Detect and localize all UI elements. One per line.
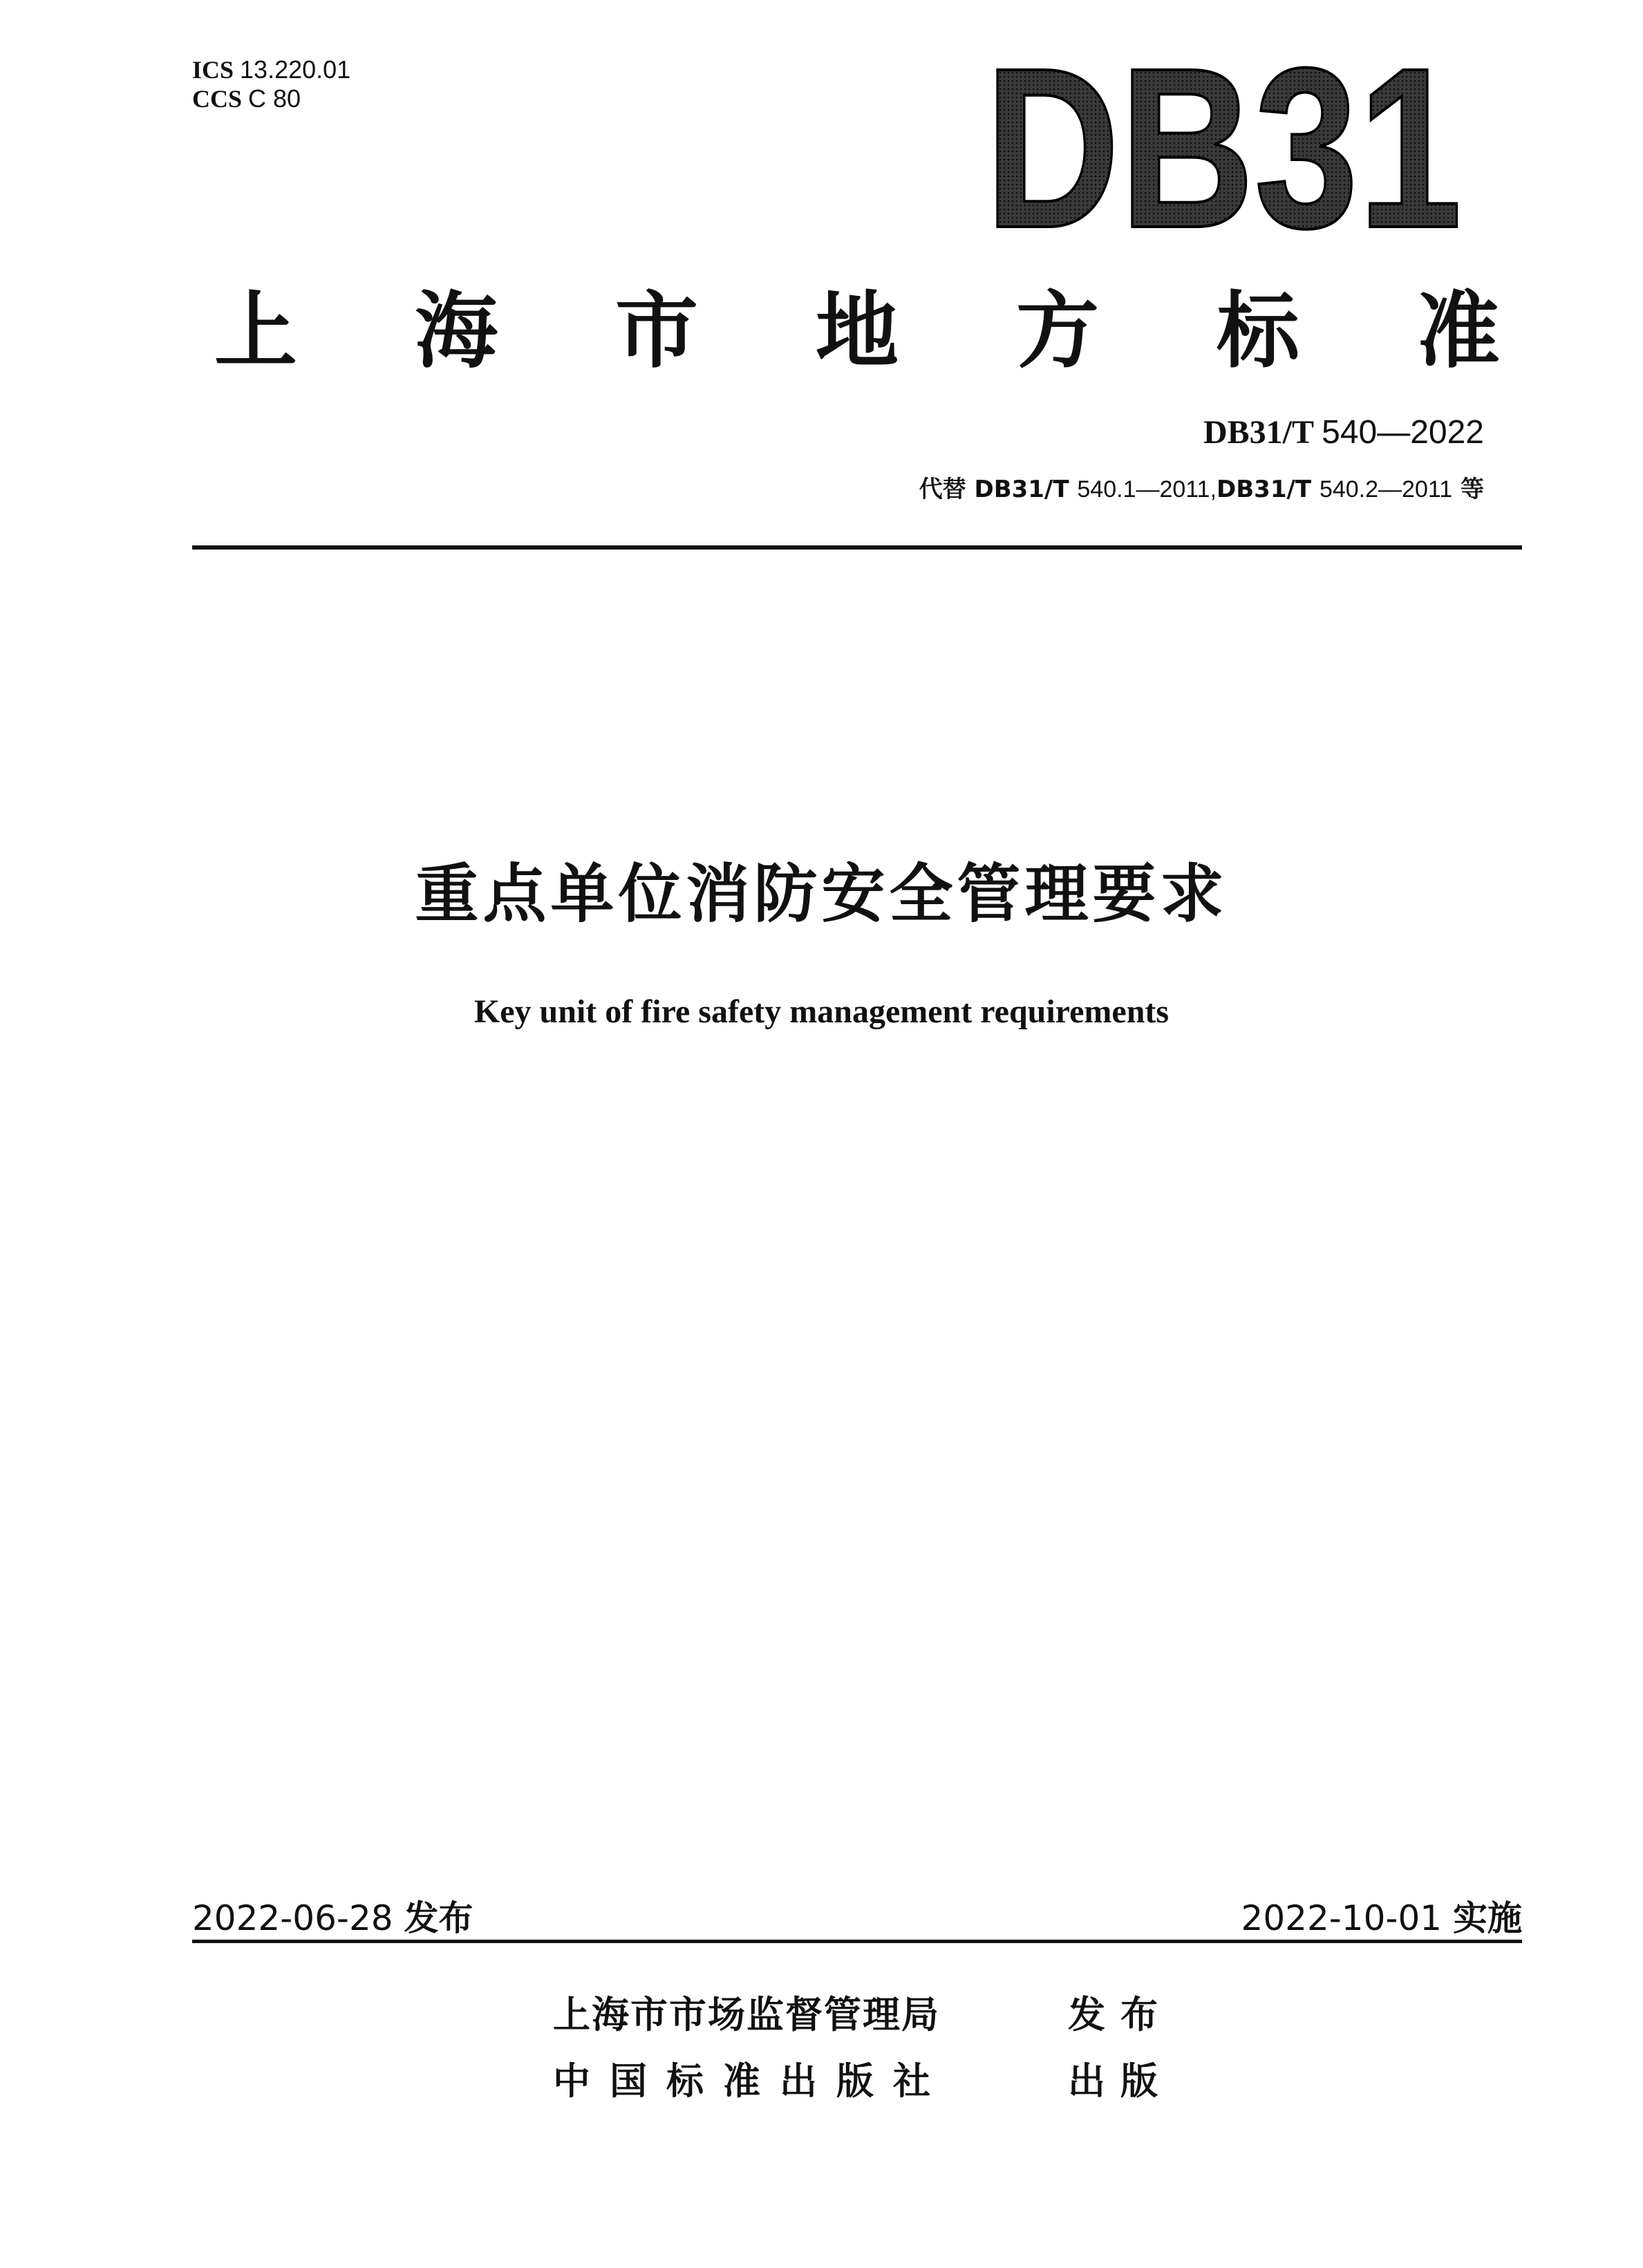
category-char-7: 准 [1417,283,1500,379]
logo-text: DB31 [985,20,1462,275]
publisher-press: 中国标准出版社 [553,2059,950,2103]
category-char-1: 上 [214,283,297,379]
replaces-line: 代替 DB31/T 540.1—2011,DB31/T 540.2—2011 等 [919,476,1484,503]
db31-logo [982,20,1465,275]
publisher-authority: 上海市市场监督管理局 [553,1993,940,2036]
standard-number: DB31/T 540—2022 [1203,414,1484,451]
document-title-english: Key unit of fire safety management requirements [473,993,1170,1030]
classification-codes [192,55,350,113]
ccs-code: CCS C 80 [192,84,301,113]
footer-divider [192,1940,1522,1943]
category-char-2: 海 [415,283,498,379]
ics-code: ICS 13.220.01 [192,55,351,84]
effective-date: 2022-10-01 实施 [1241,1898,1522,1938]
header-divider [192,545,1522,550]
publisher-action: 发布 [1068,1993,1173,2036]
press-action: 出版 [1068,2059,1173,2103]
category-char-5: 方 [1016,283,1099,379]
category-char-6: 标 [1217,283,1299,379]
issue-date: 2022-06-28 发布 [192,1898,473,1938]
category-char-4: 地 [816,283,899,379]
category-char-3: 市 [615,283,698,379]
standard-category-title [214,277,1500,387]
document-title-chinese: 重点单位消防安全管理要求 [415,857,1228,931]
